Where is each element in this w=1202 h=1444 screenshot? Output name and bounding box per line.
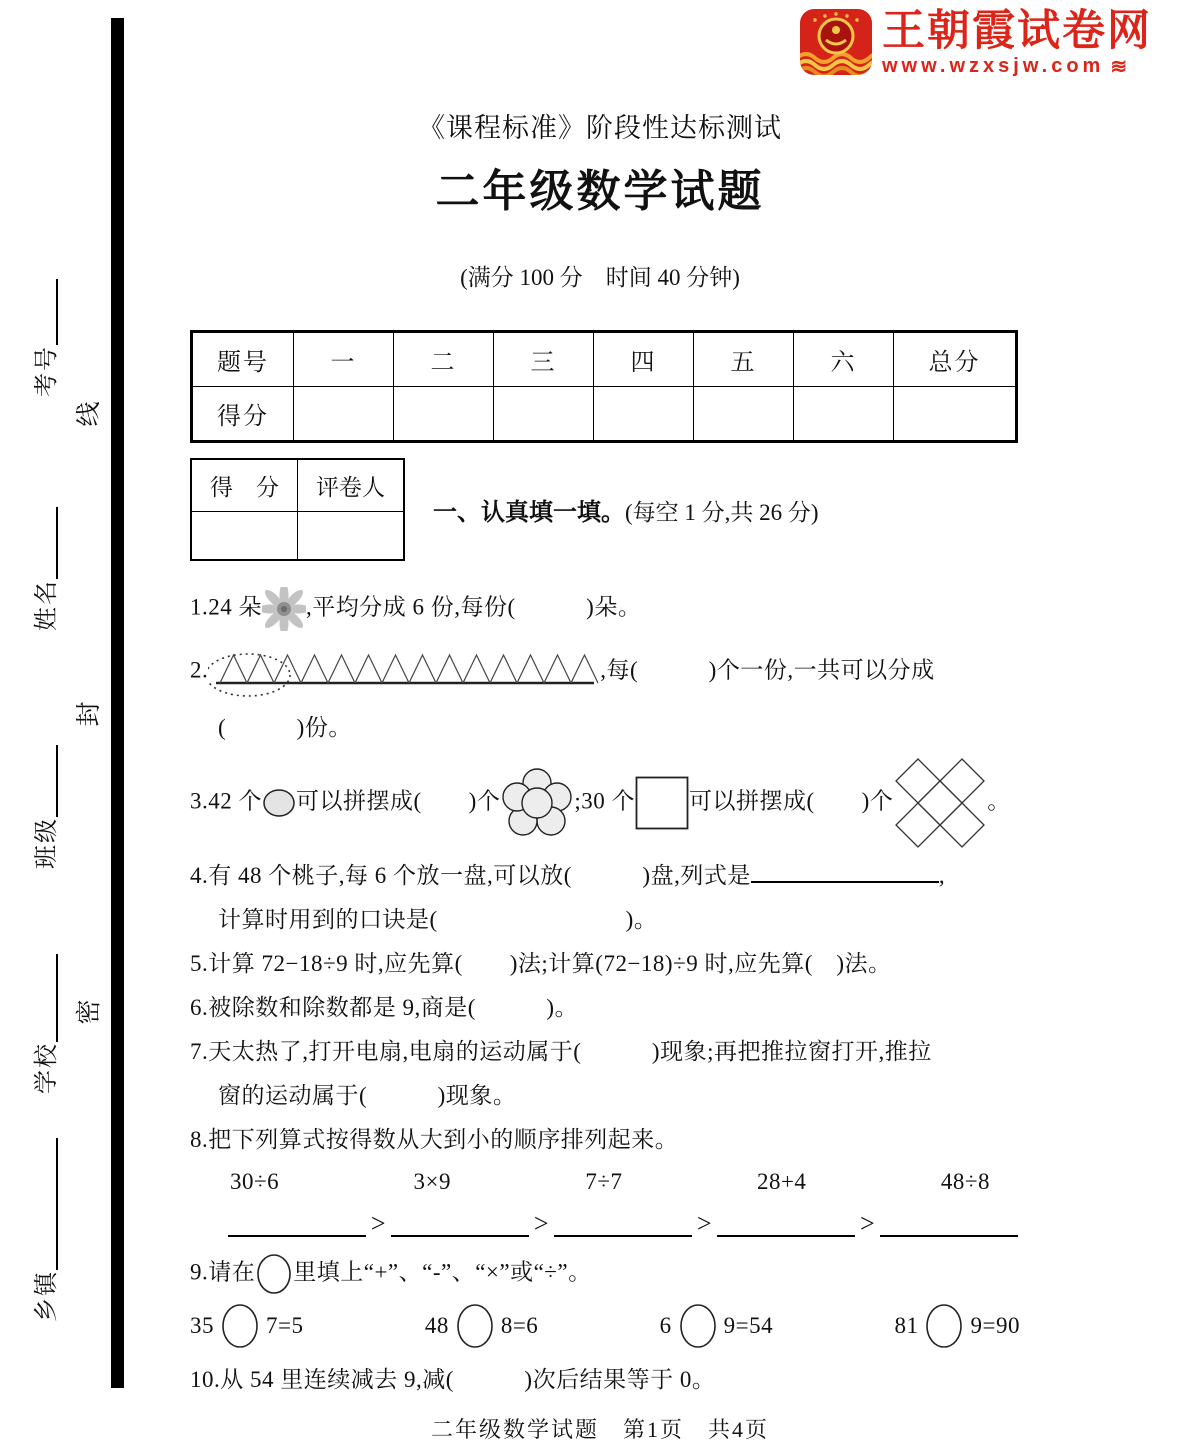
question-text: ;30 个 — [574, 788, 635, 814]
question-4 — [190, 857, 1040, 895]
empty-score-cell — [894, 387, 1017, 442]
question-10: 10.从 54 里连续减去 9,减( )次后结果等于 0。 — [190, 1367, 716, 1392]
greater-than-sign: > — [533, 1209, 550, 1238]
empty-score-cell — [694, 387, 794, 442]
equation — [894, 1303, 1019, 1349]
operator-circle-blank — [925, 1303, 963, 1349]
page-title: 二年级数学试题 — [435, 167, 765, 216]
operator-circle-blank — [255, 1253, 293, 1295]
greater-than-sign: > — [370, 1209, 387, 1238]
answer-blank-line — [880, 1209, 1018, 1237]
seal-field-town — [31, 1138, 61, 1322]
question-9-equations — [190, 1303, 1020, 1349]
answer-blank-line — [391, 1209, 529, 1237]
question-number: 2. — [190, 657, 209, 683]
six-circle-flower-shape — [500, 767, 574, 839]
seal-char-feng: 封 — [76, 701, 103, 727]
binding-bar — [111, 18, 124, 1388]
header-cell: 题号 — [192, 332, 294, 387]
write-in-line — [56, 279, 58, 345]
question-text: , — [938, 863, 946, 888]
exam-info: (满分 100 分 时间 40 分钟) — [460, 265, 740, 290]
answer-blank-line — [228, 1209, 366, 1237]
operand: 35 — [190, 1313, 214, 1338]
white-square-shape — [635, 776, 689, 830]
expression: 3×9 — [413, 1169, 452, 1194]
pre-title: 《课程标准》阶段性达标测试 — [418, 113, 782, 143]
question-1 — [190, 587, 1040, 631]
empty-score-cell — [794, 387, 894, 442]
question-3 — [190, 757, 1040, 849]
empty-score-cell — [294, 387, 394, 442]
header-cell: 三 — [494, 332, 594, 387]
write-in-line — [56, 507, 58, 579]
header-cell: 五 — [694, 332, 794, 387]
expression: 48÷8 — [940, 1169, 990, 1194]
section1-note: (每空 1 分,共 26 分) — [625, 500, 819, 525]
answer-blank-line — [717, 1209, 855, 1237]
equation — [190, 1303, 303, 1349]
question-8-answer-blanks — [190, 1209, 1018, 1237]
header-cell: 四 — [594, 332, 694, 387]
question-6: 6.被除数和除数都是 9,商是( )。 — [190, 995, 579, 1020]
operand: 8=6 — [500, 1313, 539, 1338]
header-cell: 六 — [794, 332, 894, 387]
seal-field-label: 考号 — [34, 345, 60, 397]
seal-char-line: 线 — [76, 401, 103, 427]
equation — [660, 1303, 773, 1349]
greater-than-sign: > — [859, 1209, 876, 1238]
operand: 9=90 — [970, 1313, 1020, 1338]
header-cell: 总分 — [894, 332, 1017, 387]
triangle-zigzag-strip-with-dotted-group — [208, 645, 600, 699]
table-row — [191, 459, 404, 512]
operand: 81 — [894, 1313, 919, 1338]
question-8-expressions — [190, 1169, 990, 1195]
seal-field-label: 乡镇 — [34, 1270, 60, 1322]
question-text: 4.有 48 个桃子,每 6 个放一盘,可以放( )盘,列式是 — [190, 863, 751, 888]
answer-blank-line — [751, 857, 939, 883]
question-text: 。 — [987, 788, 1011, 814]
question-text: 9.请在 — [190, 1259, 256, 1285]
operand: 7=5 — [266, 1313, 304, 1338]
header-cell: 二 — [394, 332, 494, 387]
empty-grader-cell — [298, 512, 405, 561]
answer-blank-line — [554, 1209, 692, 1237]
wave-decoration-icon: ≋ — [1110, 56, 1126, 78]
operand: 48 — [424, 1313, 449, 1338]
question-text: 3.42 个 — [190, 788, 262, 814]
empty-score-cell — [594, 387, 694, 442]
question-8: 8.把下列算式按得数从大到小的顺序排列起来。 — [190, 1127, 679, 1152]
write-in-line — [56, 1138, 58, 1270]
question-text: 可以拼摆成( )个 — [296, 788, 501, 814]
write-in-line — [56, 745, 58, 817]
seal-field-school — [31, 954, 61, 1094]
question-text: 里填上“+”、“-”、“×”或“÷”。 — [293, 1259, 592, 1285]
seal-char-mi: 密 — [76, 999, 103, 1025]
equation — [425, 1303, 538, 1349]
gray-circle-shape — [262, 788, 296, 818]
operator-circle-blank — [221, 1303, 259, 1349]
question-2 — [190, 645, 1040, 699]
table-row — [192, 387, 1017, 442]
question-7-line2: 窗的运动属于( )现象。 — [218, 1083, 517, 1108]
score-summary-table — [190, 330, 1018, 443]
page-footer: 二年级数学试题 第1页 共4页 — [430, 1417, 769, 1442]
seal-field-label: 班级 — [34, 817, 60, 869]
question-text: 可以拼摆成( )个 — [688, 788, 894, 814]
row-label-cell: 得分 — [192, 387, 294, 442]
question-9 — [190, 1253, 1040, 1295]
greater-than-sign: > — [696, 1209, 713, 1238]
operand: 9=54 — [723, 1313, 774, 1338]
operator-circle-blank — [456, 1303, 494, 1349]
header-cell: 一 — [294, 332, 394, 387]
operand: 6 — [659, 1313, 672, 1338]
question-text: ,每( )个一份,一共可以分成 — [600, 657, 935, 683]
five-diamond-cross-shape — [893, 757, 987, 849]
daisy-flower-photo — [262, 587, 306, 631]
question-text: 1.24 朵 — [190, 594, 262, 620]
question-7: 7.天太热了,打开电扇,电扇的运动属于( )现象;再把推拉窗打开,推拉 — [190, 1039, 932, 1064]
question-5: 5.计算 72−18÷9 时,应先算( )法;计算(72−18)÷9 时,应先算( )法。 — [190, 951, 892, 976]
section1-header-row — [190, 458, 1040, 561]
question-text: ,平均分成 6 份,每份( )朵。 — [306, 594, 642, 620]
empty-score-cell — [191, 512, 298, 561]
question-2-line2: ( )份。 — [218, 715, 352, 740]
seal-field-exam-number — [31, 279, 61, 397]
empty-score-cell — [494, 387, 594, 442]
question-list — [190, 587, 1040, 1399]
section1-title: 一、认真填一填。 — [433, 499, 625, 526]
site-name: 王朝霞试卷网 — [882, 7, 1152, 55]
table-row — [191, 512, 404, 561]
table-row — [192, 332, 1017, 387]
site-url: www.wzxsjw.com — [882, 55, 1105, 77]
seal-field-label: 姓名 — [34, 579, 60, 631]
seal-field-class — [31, 745, 61, 869]
section1-heading — [405, 492, 819, 527]
grader-box-table — [190, 458, 405, 561]
write-in-line — [56, 954, 58, 1042]
empty-score-cell — [394, 387, 494, 442]
expression: 28+4 — [756, 1169, 807, 1194]
expression: 30÷6 — [230, 1169, 280, 1194]
seal-field-label: 学校 — [34, 1042, 60, 1094]
score-label-cell: 得 分 — [191, 459, 298, 512]
expression: 7÷7 — [585, 1169, 623, 1194]
grader-label-cell: 评卷人 — [298, 459, 405, 512]
operator-circle-blank — [679, 1303, 717, 1349]
paper-body — [190, 0, 1040, 1444]
seal-field-name — [31, 507, 61, 631]
question-4-line2: 计算时用到的口诀是( )。 — [218, 907, 658, 932]
